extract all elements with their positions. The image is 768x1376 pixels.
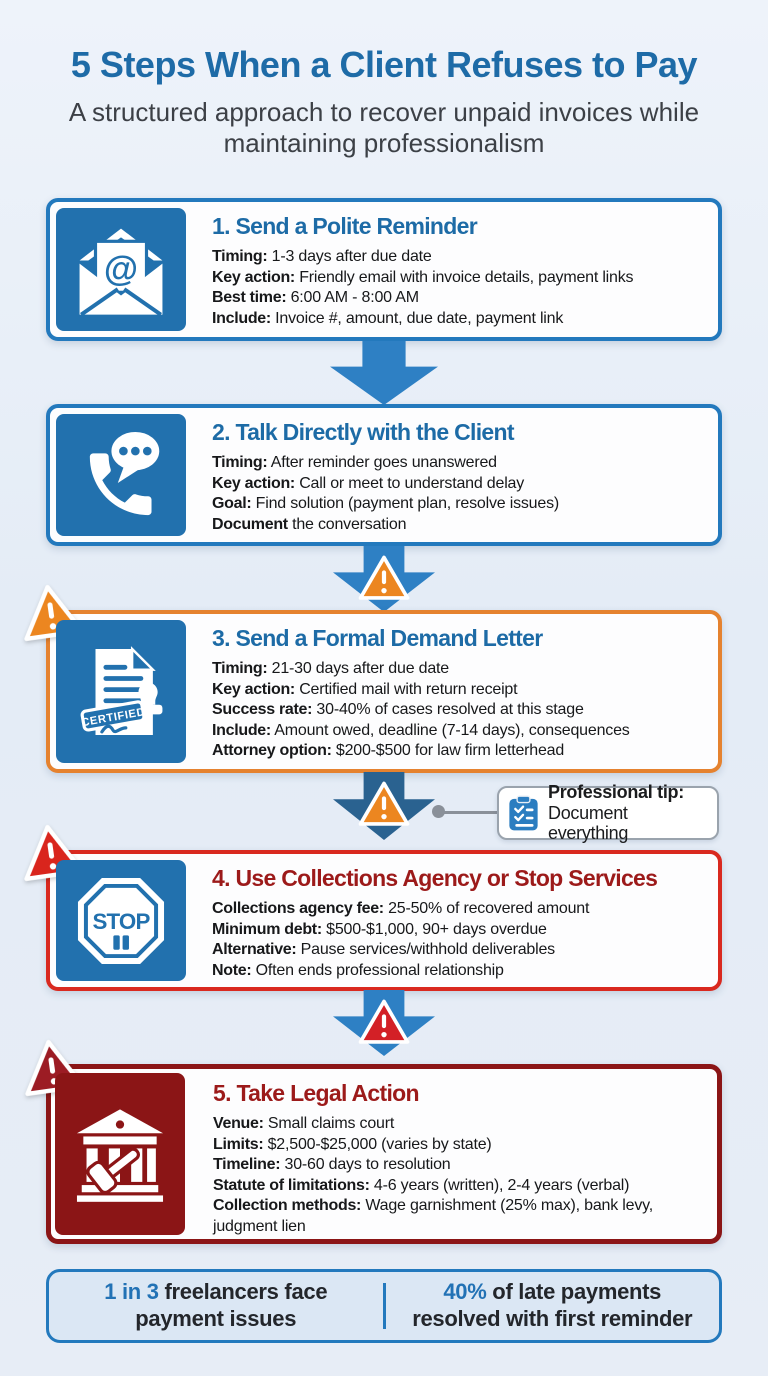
flow-arrow-down-icon bbox=[330, 341, 438, 405]
flow-arrow-down-icon bbox=[333, 546, 435, 612]
step-detail-line: Best time: 6:00 AM - 8:00 AM bbox=[212, 289, 419, 306]
step-card-2 bbox=[46, 404, 722, 546]
step-detail-line: Collection methods: Wage garnishment (25% max), bank levy, judgment lien bbox=[213, 1197, 653, 1235]
page-subtitle: A structured approach to recover unpaid invoices while maintaining professionalism bbox=[68, 97, 700, 159]
step-card-3 bbox=[46, 610, 722, 773]
professional-tip-callout bbox=[497, 781, 719, 844]
step-detail-line: Timing: 1-3 days after due date bbox=[212, 248, 432, 265]
step-detail-line: Collections agency fee: 25-50% of recovered amount bbox=[212, 900, 590, 917]
step-title: 1. Send a Polite Reminder bbox=[212, 213, 477, 239]
svg-text:@: @ bbox=[103, 248, 139, 288]
phone-chat-icon bbox=[56, 414, 186, 536]
step-title: 5. Take Legal Action bbox=[213, 1080, 419, 1106]
clipboard-checklist-icon bbox=[508, 795, 539, 832]
stat-freelancers: 1 in 3 freelancers face payment issues bbox=[104, 1279, 328, 1331]
step-detail-line: Limits: $2,500-$25,000 (varies by state) bbox=[213, 1135, 492, 1153]
step-detail-line: Key action: Friendly email with invoice details, payment links bbox=[212, 268, 634, 286]
page-title: 5 Steps When a Client Refuses to Pay bbox=[70, 44, 698, 85]
stats-footer bbox=[46, 1269, 722, 1343]
stat-late-payments: 40% of late payments resolved with first reminder bbox=[412, 1279, 693, 1331]
flow-arrow-down-icon bbox=[333, 990, 435, 1056]
step-detail-line: Minimum debt: $500-$1,000, 90+ days overdue bbox=[212, 920, 547, 938]
step-detail-line: Venue: Small claims court bbox=[213, 1115, 395, 1132]
step-detail-line: Statute of limitations: 4-6 years (written), 2-4 years (verbal) bbox=[213, 1176, 630, 1194]
step-detail-line: Timeline: 30-60 days to resolution bbox=[213, 1156, 451, 1173]
warning-triangle-icon bbox=[358, 999, 410, 1046]
svg-text:STOP: STOP bbox=[92, 908, 150, 934]
step-detail-line: Alternative: Pause services/withhold deliverables bbox=[212, 941, 555, 958]
step-card-5 bbox=[46, 1064, 722, 1244]
step-detail-line: Success rate: 30-40% of cases resolved at this stage bbox=[212, 701, 584, 718]
connector-line bbox=[441, 811, 498, 814]
step-title: 3. Send a Formal Demand Letter bbox=[212, 625, 543, 651]
step-detail-line: Timing: 21-30 days after due date bbox=[212, 660, 449, 677]
step-detail-line: Document the conversation bbox=[212, 515, 407, 533]
warning-triangle-icon bbox=[358, 781, 410, 828]
step-detail-line: Goal: Find solution (payment plan, resolve issues) bbox=[212, 495, 560, 512]
step-detail-line: Note: Often ends professional relationship bbox=[212, 961, 504, 979]
email-at-icon bbox=[56, 208, 186, 331]
step-detail-line: Include: Amount owed, deadline (7-14 days), consequences bbox=[212, 721, 630, 739]
step-detail-line: Attorney option: $200-$500 for law firm letterhead bbox=[212, 742, 565, 759]
warning-triangle-icon bbox=[358, 555, 410, 602]
stop-sign-icon bbox=[56, 860, 186, 981]
step-card-4 bbox=[46, 850, 722, 991]
flow-arrow-down-icon bbox=[333, 772, 435, 840]
step-detail-line: Timing: After reminder goes unanswered bbox=[212, 454, 497, 471]
step-card-1 bbox=[46, 198, 722, 341]
step-title: 2. Talk Directly with the Client bbox=[212, 419, 514, 445]
step-detail-line: Key action: Call or meet to understand delay bbox=[212, 474, 525, 492]
svg-text:CERTIFIED: CERTIFIED bbox=[80, 705, 147, 729]
step-detail-line: Key action: Certified mail with return receipt bbox=[212, 680, 518, 698]
step-detail-line: Include: Invoice #, amount, due date, payment link bbox=[212, 309, 564, 327]
courthouse-gavel-icon bbox=[55, 1073, 185, 1235]
step-title: 4. Use Collections Agency or Stop Services bbox=[212, 865, 658, 891]
tip-text: Professional tip: Document everything bbox=[548, 781, 684, 844]
certified-letter-icon bbox=[56, 620, 186, 763]
